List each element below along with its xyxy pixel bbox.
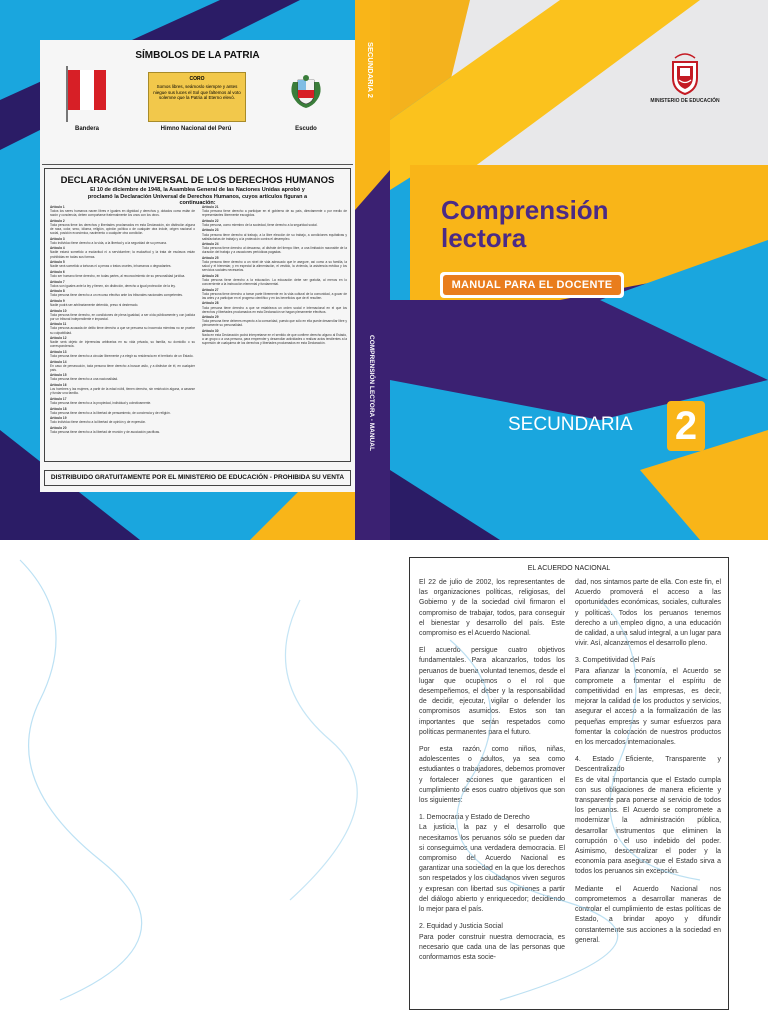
article-heading: Artículo 22 (202, 218, 219, 223)
article-heading: Artículo 26 (202, 273, 219, 278)
title-line-2: lectora (441, 223, 527, 253)
article-item (50, 373, 195, 381)
article-text: Todo individuo tiene derecho a la vida, a la libertad y a la seguridad de su persona. (50, 240, 167, 245)
article-item (50, 416, 195, 424)
article-text: Toda persona tiene derecho a la libertad de pensamiento, de conciencia y de religión. (50, 410, 171, 415)
anthem-label: Himno Nacional del Perú (160, 126, 232, 132)
article-text: Toda persona tiene derecho a un nivel de vida adecuado que le asegure, así como a su familia, la salud y el bienestar, y en especial la alimentación, el vestido, la vivienda, la asistencia médica y los servicios sociales necesarios. (202, 260, 347, 273)
article-text: Toda persona tiene derecho a un recurso efectivo ante los tribunales nacionales competentes. (50, 293, 183, 298)
article-text: Toda persona tiene derecho al trabajo, a la libre elección de su trabajo, a condiciones equitativas y satisfactorias de trabajo y a la protección contra el desempleo. (202, 232, 347, 241)
anthem-chorus-box (148, 72, 246, 122)
article-text: En caso de persecución, toda persona tiene derecho a buscar asilo, y a disfrutar de él, en cualquier país. (50, 363, 195, 372)
flag-label: Bandera (74, 126, 99, 132)
spine-bottom-label: COMPRENSIÓN LECTORA - MANUAL (368, 335, 375, 451)
article-text: Nada en esta Declaración podrá interpretarse en el sentido de que confiere derecho alguno al Estado, a un grupo o a una persona, para emprender y desarrollar actividades o realizar actos tendientes a la supresión de cualquiera de los derechos y libertades proclamados en esta Declaración. (202, 333, 347, 346)
teacher-manual-banner (440, 272, 624, 298)
article-item (50, 260, 195, 268)
article-heading: Artículo 2 (50, 218, 65, 223)
article-heading: Artículo 11 (50, 322, 67, 327)
declaration-column-right (202, 205, 347, 455)
article-text: Toda persona, como miembro de la sociedad, tiene derecho a la seguridad social. (202, 222, 318, 227)
article-item (50, 219, 195, 235)
article-heading: Artículo 6 (50, 269, 65, 274)
ministry-logo (635, 52, 735, 112)
level-label: SECUNDARIA (508, 414, 633, 435)
article-item (202, 315, 347, 327)
banner-label: MANUAL PARA EL DOCENTE (443, 275, 621, 295)
article-item (202, 288, 347, 300)
coro-text: Somos libres, seámoslo siempre y antes niegue sus luces el Sol que faltemos al voto solemne que la Patria al Eterno elevó. (153, 84, 241, 100)
article-item (202, 256, 347, 272)
article-heading: Artículo 8 (50, 289, 65, 294)
acuerdo-paragraph: 1. Democracia y Estado de Derecho La justicia, la paz y el desarrollo que necesitamos los peruanos sólo se pueden dar si conseguimos una verdadera democracia. El compromiso del Acuerdo Nacional es garantizar una sociedad en la que los derechos son respetados y los ciudadanos viven seguros y expresan con libertad sus opiniones a partir del diálogo abierto y enriquecedor; decidiendo lo mejor para el país. (419, 814, 565, 914)
article-heading: Artículo 12 (50, 336, 67, 341)
article-item (50, 407, 195, 415)
article-text: Nadie será sometido a torturas ni a penas o tratos crueles, inhumanos o degradantes. (50, 264, 172, 269)
article-text: Toda persona tiene deberes respecto a la comunidad, puesto que sólo en ella puede desarrollar libre y plenamente su personalidad. (202, 319, 347, 328)
acuerdo-paragraph: Mediante el Acuerdo Nacional nos comprometemos a desarrollar maneras de controlar el cumplimiento de estas políticas de Estado, a brindar apoyo y difundir constantemente sus acciones a la sociedad en general. (575, 885, 721, 944)
symbols-title: SÍMBOLOS DE LA PATRIA (135, 50, 260, 61)
article-item (50, 309, 195, 321)
article-heading: Artículo 15 (50, 373, 67, 378)
back-cover-panel (40, 40, 355, 492)
article-text: Todo ser humano tiene derecho, en todas partes, al reconocimiento de su personalidad jurídica. (50, 273, 186, 278)
article-heading: Artículo 14 (50, 359, 67, 364)
patriotic-symbols-section (42, 44, 353, 165)
article-item (50, 360, 195, 372)
article-item (50, 246, 195, 258)
spine-top-text (364, 112, 376, 124)
ministry-emblem-icon (635, 52, 735, 98)
article-item (50, 205, 195, 217)
article-heading: Artículo 28 (202, 301, 219, 306)
article-heading: Artículo 13 (50, 349, 67, 354)
acuerdo-paragraph: 2. Equidad y Justicia Social Para poder construir nuestra democracia, es necesario que cada una de las personas que conformamos esta socie- (419, 923, 565, 961)
article-heading: Artículo 17 (50, 396, 67, 401)
article-heading: Artículo 27 (202, 287, 219, 292)
article-heading: Artículo 3 (50, 236, 65, 241)
article-item (50, 350, 195, 358)
article-text: Nadie estará sometido a esclavitud ni a servidumbre; la esclavitud y la trata de esclavos están prohibidas en todas sus formas. (50, 250, 195, 259)
article-item (50, 322, 195, 334)
article-heading: Artículo 29 (202, 315, 219, 320)
acuerdo-paragraph: dad, nos sintamos parte de ella. Con este fin, el Acuerdo promoverá el acceso a las oportunidades económicas, sociales, culturales y políticas. Todos los peruanos tenemos derecho a un empleo digno, a una educación de calidad, a una salud integral, a un lugar para vivir. Así, alcanzaremos el desarrollo pleno. (575, 579, 721, 648)
spine-top-label (366, 42, 375, 43)
article-item (50, 336, 195, 348)
acuerdo-paragraph: Por esta razón, como niños, niñas, adolescentes o adultos, ya sea como estudiantes o trabajadores, debemos promover y fortalecer acciones que garanticen el cumplimiento de esos cuatro objetivos que son los siguientes: (419, 746, 565, 805)
article-heading: Artículo 24 (202, 242, 219, 247)
article-heading: Artículo 21 (202, 205, 219, 209)
article-text: Toda persona tiene derecho a la libertad de reunión y de asociación pacíficas. (50, 430, 161, 434)
article-text: Toda persona tiene derecho a tomar parte libremente en la vida cultural de la comunidad, a gozar de las artes y a participar en el progreso científico y en los beneficios que de él resulten. (202, 291, 347, 300)
article-text: Todos los seres humanos nacen libres e iguales en dignidad y derechos y, dotados como están de razón y conciencia, deben comportarse fraternalmente los unos con los otros. (50, 209, 195, 218)
article-item (50, 280, 195, 288)
acuerdo-paragraph: El acuerdo persigue cuatro objetivos fundamentales. Para alcanzarlos, todos los peruanos de buena voluntad tenemos, desde el lugar que ocupemos o el rol que desempeñemos, el deber y la responsabilidad de decidir, ejecutar, vigilar o defender los compromisos asumidos. Estos son tan importantes que serán respetados como políticas permanentes para el futuro. (419, 647, 565, 736)
article-heading: Artículo 9 (50, 298, 65, 303)
article-heading: Artículo 10 (50, 308, 67, 313)
article-heading: Artículo 16 (50, 383, 67, 388)
peru-flag-icon (68, 70, 106, 110)
article-text: Nadie será objeto de injerencias arbitrarias en su vida privada, su familia, su domicilio o su correspondencia. (50, 340, 195, 349)
article-item (50, 383, 195, 395)
article-item (202, 228, 347, 240)
article-item (50, 299, 195, 307)
article-text: Toda persona acusada de delito tiene derecho a que se presuma su inocencia mientras no se pruebe su culpabilidad. (50, 326, 195, 335)
article-text: Toda persona tiene derecho, en condiciones de plena igualdad, a ser oída públicamente y con justicia por un tribunal independiente e imparcial. (50, 312, 195, 321)
title-line-1: Comprensión (441, 195, 609, 225)
article-item (202, 242, 347, 254)
ministry-name: MINISTERIO DE EDUCACIÓN (650, 98, 720, 104)
article-item (50, 237, 195, 245)
article-text: Toda persona tiene los derechos y libertades proclamados en esta Declaración, sin distinción alguna de raza, color, sexo, idioma, religión, opinión política o de cualquier otra índole, origen nacional o social, posición económica, nacimiento o cualquier otra condición. (50, 222, 195, 236)
article-item (202, 301, 347, 313)
article-text: Toda persona tiene derecho a participar en el gobierno de su país, directamente o por medio de representantes libremente escogidos. (202, 209, 347, 218)
article-heading: Artículo 7 (50, 279, 65, 284)
acuerdo-paragraph: El 22 de julio de 2002, los representantes de las organizaciones políticas, religiosas, del Gobierno y de la sociedad civil firmaron el compromiso de trabajar, todos, para conseguir el bienestar y desarrollo del país. Este compromiso es el Acuerdo Nacional. (419, 579, 565, 638)
article-item (202, 219, 347, 227)
article-heading: Artículo 30 (202, 329, 219, 334)
article-heading: Artículo 4 (50, 246, 65, 251)
declaration-column-left (50, 205, 195, 455)
article-heading: Artículo 1 (50, 205, 65, 209)
article-item (202, 274, 347, 286)
article-item (50, 289, 195, 297)
article-item (50, 426, 195, 434)
article-item (202, 205, 347, 217)
article-item (50, 270, 195, 278)
article-text: Los hombres y las mujeres, a partir de la edad núbil, tienen derecho, sin restricción alguna, a casarse y fundar una familia. (50, 387, 195, 396)
book-title (441, 196, 609, 252)
article-text: Toda persona tiene derecho a que se establezca un orden social e internacional en el que los derechos y libertades proclamados en esta Declaración se hagan plenamente efectivos. (202, 305, 347, 314)
article-text: Todos son iguales ante la ley y tienen, sin distinción, derecho a igual protección de la ley. (50, 283, 176, 288)
article-text: Toda persona tiene derecho a la propiedad, individual y colectivamente. (50, 400, 152, 405)
acuerdo-column-right (575, 578, 721, 1006)
article-text: Toda persona tiene derecho a la educación. La educación debe ser gratuita, al menos en lo concerniente a la instrucción elemental y fundamental. (202, 278, 347, 287)
article-heading: Artículo 18 (50, 406, 67, 411)
acuerdo-paragraph: 4. Estado Eficiente, Transparente y Descentralizado Es de vital importancia que el Estado cumpla con sus obligaciones de manera eficiente y transparente para ponerse al servicio de todos los peruanos. El Acuerdo se compromete a modernizar la administración pública, desarrollar instrumentos que eliminen la corrupción o el uso indebido del poder. Asimismo, descentralizar el poder y la economía para asegurar que el Estado sirva a todos los peruanos sin excepción. (575, 756, 721, 876)
article-item (202, 329, 347, 345)
article-item (50, 397, 195, 405)
article-heading: Artículo 23 (202, 228, 219, 233)
article-text: Nadie podrá ser arbitrariamente detenido, preso ni desterrado. (50, 302, 139, 307)
acuerdo-column-left (419, 578, 565, 1006)
declaration-title: DECLARACIÓN UNIVERSAL DE LOS DERECHOS HUMANOS (60, 175, 335, 186)
acuerdo-title: EL ACUERDO NACIONAL (527, 565, 611, 572)
article-text: Toda persona tiene derecho al descanso, al disfrute del tiempo libre, a una limitación razonable de la duración del trabajo y a vacaciones periódicas pagadas. (202, 246, 347, 255)
article-heading: Artículo 5 (50, 260, 65, 265)
shield-label: Escudo (295, 126, 317, 132)
declaration-section (44, 168, 351, 462)
article-heading: Artículo 20 (50, 425, 67, 430)
article-text: Toda persona tiene derecho a una nacionalidad. (50, 377, 119, 382)
article-heading: Artículo 25 (202, 256, 219, 261)
article-text: Toda persona tiene derecho a circular libremente y a elegir su residencia en el territorio de un Estado. (50, 354, 194, 358)
article-heading: Artículo 19 (50, 416, 67, 421)
coro-title: CORO (189, 76, 205, 82)
spine-bottom-text (368, 335, 491, 451)
grade-badge: 2 (667, 401, 705, 451)
article-text: Todo individuo tiene derecho a la libertad de opinión y de expresión. (50, 420, 147, 425)
distribution-note: DISTRIBUIDO GRATUITAMENTE POR EL MINISTERIO DE EDUCACIÓN - PROHIBIDA SU VENTA (44, 470, 351, 486)
acuerdo-paragraph: 3. Competitividad del País Para afianzar la economía, el Acuerdo se compromete a fomentar el espíritu de competitividad en las empresas, es decir, mejorar la calidad de los productos y servicios, asegurar el acceso a la formalización de las pequeñas empresas y sumar esfuerzos para fomentar la colocación de nuestros productos en los mercados internacionales. (575, 657, 721, 747)
coat-of-arms-icon (289, 74, 323, 110)
declaration-subtitle: El 10 de diciembre de 1948, la Asamblea General de las Naciones Unidas aprobó y proclamó la Declaración Universal de Derechos Humanos, cuyos artículos figuran a continuación: (87, 187, 308, 206)
acuerdo-nacional-page (409, 557, 729, 1010)
